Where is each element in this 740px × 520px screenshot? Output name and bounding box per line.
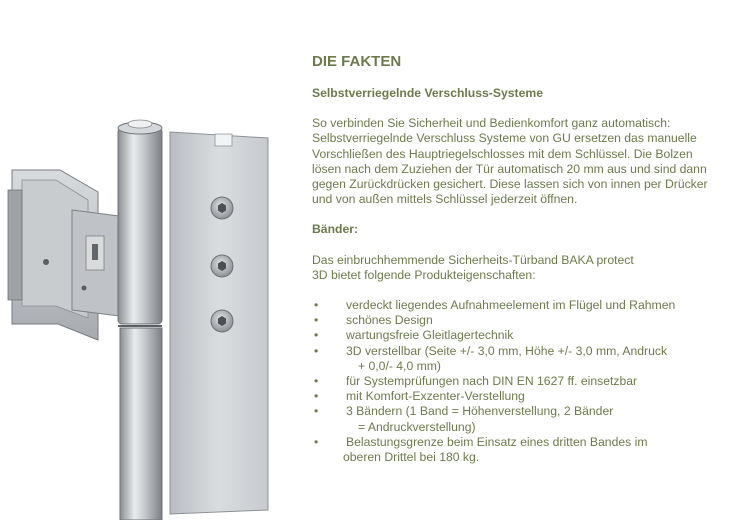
page-heading: DIE FAKTEN <box>312 53 402 70</box>
intro-paragraph <box>312 116 727 207</box>
list-item-text: oberen Drittel bei 180 kg. <box>343 450 480 465</box>
section-title: Bänder: <box>312 222 359 237</box>
intro-line: So verbinden Sie Sicherheit und Bedienkomfort ganz automatisch: <box>312 116 671 131</box>
list-item-text: für Systemprüfungen nach DIN EN 1627 ff. einsetzbar <box>346 374 638 389</box>
list-item <box>312 389 727 404</box>
list-item <box>312 298 727 313</box>
list-item-text: Belastungsgrenze beim Einsatz eines dritten Bandes im <box>346 434 648 449</box>
door-hinge-image <box>0 110 290 520</box>
facts-text-block <box>312 52 727 465</box>
bullet: • <box>314 404 319 419</box>
list-item <box>312 374 727 389</box>
intro-line: Selbstverriegelnde Verschluss Systeme von GU ersetzen das manuelle <box>312 131 697 146</box>
bullet: • <box>314 313 319 328</box>
subheading: Selbstverriegelnde Verschluss-Systeme <box>312 86 544 100</box>
intro-line: lösen nach dem Zuziehen der Tür automatisch 20 mm aus und sind dann <box>312 161 707 176</box>
bullet: • <box>314 374 319 389</box>
list-item <box>312 313 727 328</box>
section-intro-line: Das einbruchhemmende Sicherheits-Türband BAKA protect <box>312 252 634 267</box>
section-intro <box>312 253 727 283</box>
bullet: • <box>314 328 319 343</box>
section-intro-line: 3D bietet folgende Produkteigenschaften: <box>312 267 536 282</box>
list-item-text: = Andruckverstellung) <box>358 419 476 434</box>
bullet: • <box>314 389 319 404</box>
list-item-text: verdeckt liegendes Aufnahmeelement im Flügel und Rahmen <box>346 298 676 313</box>
list-item-text: wartungsfreie Gleitlagertechnik <box>346 328 514 343</box>
list-item <box>312 344 727 374</box>
list-item-text: schönes Design <box>346 313 433 328</box>
list-item-text: 3 Bändern (1 Band = Höhenverstellung, 2 Bänder <box>346 404 614 419</box>
list-item <box>312 328 727 343</box>
feature-list <box>312 298 727 465</box>
list-item-text: + 0,0/- 4,0 mm) <box>358 358 441 373</box>
bullet: • <box>314 343 319 358</box>
intro-line: Vorschließen des Hauptriegelschlosses mit dem Schlüssel. Die Bolzen <box>312 146 693 161</box>
list-item <box>312 435 727 465</box>
intro-line: gegen Zurückdrücken gesichert. Diese lassen sich von innen per Drücker <box>312 177 708 192</box>
bullet: • <box>314 298 319 313</box>
list-item-text: 3D verstellbar (Seite +/- 3,0 mm, Höhe +/- 3,0 mm, Andruck <box>346 343 668 358</box>
intro-line: und von außen mittels Schlüssel jederzeit öffnen. <box>312 192 578 207</box>
list-item-text: mit Komfort-Exzenter-Verstellung <box>346 389 525 404</box>
bullet: • <box>314 434 319 449</box>
list-item <box>312 404 727 434</box>
